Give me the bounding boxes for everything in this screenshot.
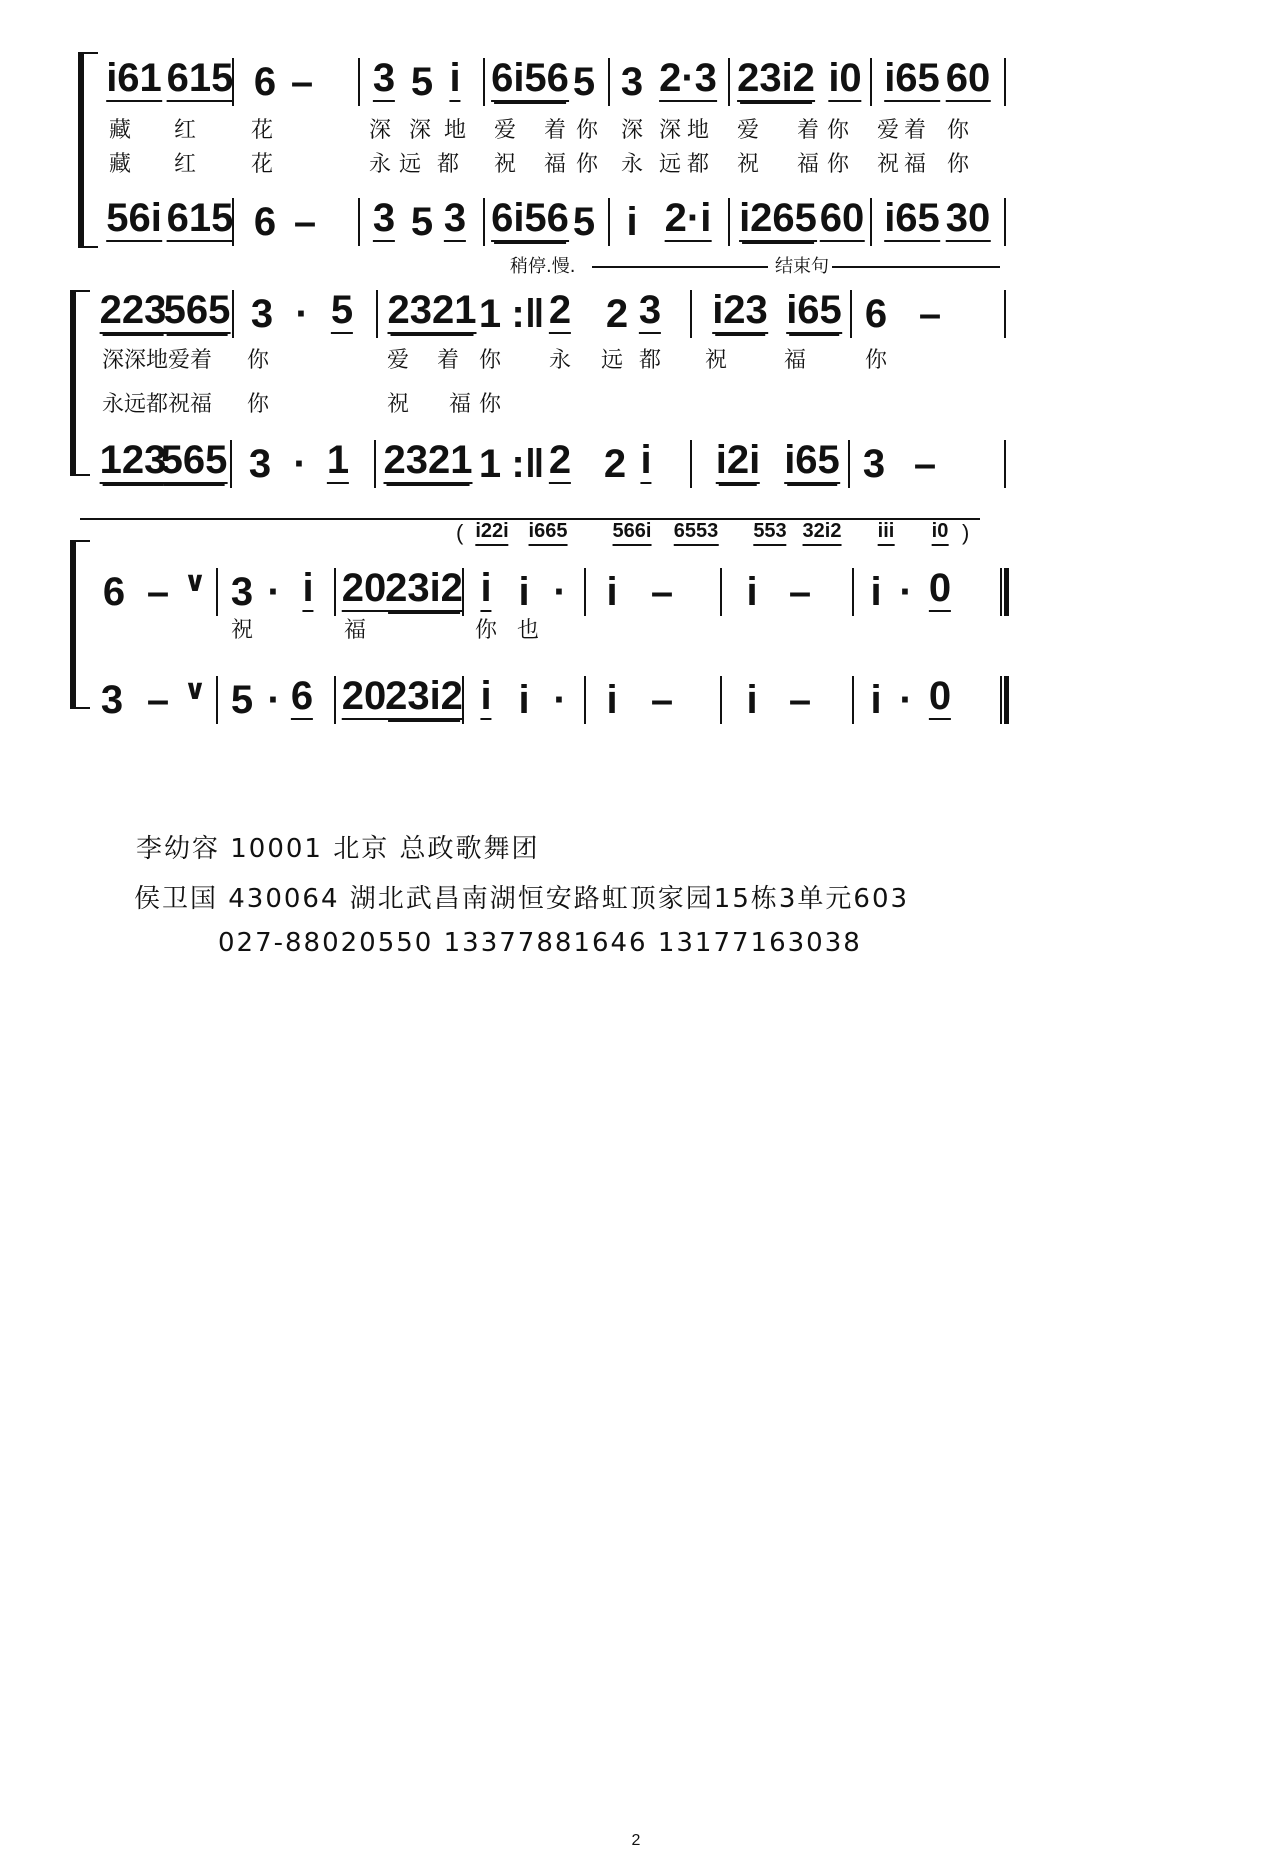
lyric: 祝 (736, 152, 760, 177)
lyric: 爱 (876, 118, 900, 143)
lyric: 你 (864, 348, 888, 373)
lyric: 永远都祝福 (101, 392, 213, 417)
lyric: 深 (368, 118, 392, 143)
lyric: 藏 (108, 118, 132, 143)
lyric: 爱 (493, 118, 517, 143)
breath-mark: ∨ (183, 674, 207, 705)
s3-lyrics (0, 612, 1272, 648)
barline (690, 440, 692, 488)
note: 565 (160, 438, 228, 482)
barline (230, 440, 232, 488)
lyric: 都 (638, 348, 662, 373)
lyric: 地 (686, 118, 710, 143)
note: – (788, 570, 812, 614)
lyric: 红 (173, 152, 197, 177)
phone-numbers: 027-88020550 13377881646 13177163038 (218, 928, 862, 958)
note: i (518, 570, 530, 614)
note: 3 (638, 288, 662, 332)
note: 1 (478, 442, 502, 486)
s3-upper-staff (0, 540, 1272, 620)
note: 30 (945, 196, 991, 240)
barline (870, 198, 872, 246)
barline (852, 568, 854, 616)
lyric: 都 (436, 152, 460, 177)
lyric: 福 (448, 392, 472, 417)
repeat-sign: :‖ (511, 292, 545, 336)
note: 23i2 (737, 56, 815, 100)
intro-note: iii (878, 520, 895, 546)
lyric: 红 (173, 118, 197, 143)
barline (216, 568, 218, 616)
note: i (480, 566, 492, 610)
s2-upper-staff (0, 262, 1272, 342)
barline (334, 676, 336, 724)
lyric: 远 (658, 152, 682, 177)
note: 3 (250, 292, 274, 336)
note: i65 (786, 288, 842, 332)
barline (852, 676, 854, 724)
note: i (518, 678, 530, 722)
barline (608, 58, 610, 106)
note: i265 (739, 196, 817, 240)
note: · (267, 678, 281, 722)
barline (483, 58, 485, 106)
note: 2·3 (659, 56, 717, 100)
note: i (449, 56, 461, 100)
lyric: 爱 (386, 348, 410, 373)
note: – (293, 200, 317, 244)
note: 6 (864, 292, 888, 336)
note: i23 (712, 288, 768, 332)
note: 2 (603, 442, 627, 486)
note: i0 (828, 56, 862, 100)
s2-lower-staff (0, 412, 1272, 492)
note: 2 (548, 288, 572, 332)
note: 3 (372, 56, 396, 100)
note: · (899, 570, 913, 614)
note: i65 (784, 438, 840, 482)
intro-note: 32i2 (803, 520, 842, 546)
note: 5 (230, 678, 254, 722)
note: 2321 (387, 288, 477, 332)
note: 2321 (383, 438, 473, 482)
barline (232, 290, 234, 338)
note: 6 (102, 570, 126, 614)
final-barline (1004, 676, 1009, 724)
ending-annotation: 结束句 (775, 256, 829, 277)
note: 2 (605, 292, 629, 336)
barline (334, 568, 336, 616)
note: i (626, 200, 638, 244)
note: 615 (166, 196, 234, 240)
barline (1004, 198, 1006, 246)
repeat-sign: :‖ (511, 442, 545, 486)
barline (870, 58, 872, 106)
s1-upper-staff (0, 30, 1272, 110)
note: 5 (330, 288, 354, 332)
note: 1 (326, 438, 350, 482)
note: 3 (248, 442, 272, 486)
note: 6i56 (491, 196, 569, 240)
note: 615 (166, 56, 234, 100)
note: 5 (410, 200, 434, 244)
lyric: 祝 (493, 152, 517, 177)
note: 23i2 (385, 674, 463, 718)
barline (374, 440, 376, 488)
barline (358, 58, 360, 106)
lyric: 福 (903, 152, 927, 177)
lyric: 深 (658, 118, 682, 143)
barline (232, 198, 234, 246)
note: · (553, 678, 567, 722)
barline (728, 58, 730, 106)
note: – (788, 678, 812, 722)
barline (358, 198, 360, 246)
lyric: 你 (946, 118, 970, 143)
lyric: 远 (398, 152, 422, 177)
final-barline (1004, 568, 1009, 616)
note: – (146, 678, 170, 722)
lyric: 你 (478, 392, 502, 417)
lyric: 你 (474, 618, 498, 643)
lyric: 着 (796, 118, 820, 143)
barline (1000, 568, 1002, 616)
s3-lower-staff (0, 648, 1272, 728)
note: 5 (572, 60, 596, 104)
note: · (899, 678, 913, 722)
note: – (650, 678, 674, 722)
lyric: 福 (796, 152, 820, 177)
intro-note: i22i (475, 520, 508, 546)
note: 60 (945, 56, 991, 100)
barline (608, 198, 610, 246)
lyric: 永 (368, 152, 392, 177)
barline (376, 290, 378, 338)
note: i65 (884, 56, 940, 100)
lyric: 祝 (230, 618, 254, 643)
lyric: 你 (575, 152, 599, 177)
note: i61 (106, 56, 162, 100)
lyric: 你 (246, 392, 270, 417)
note: 2 (548, 438, 572, 482)
note: 60 (819, 196, 865, 240)
lyric: 你 (826, 118, 850, 143)
barline (848, 440, 850, 488)
barline (483, 198, 485, 246)
note: 23i2 (385, 566, 463, 610)
barline (690, 290, 692, 338)
lyric: 祝 (704, 348, 728, 373)
note: 223 (99, 288, 167, 332)
note: 565 (163, 288, 231, 332)
note: – (913, 442, 937, 486)
lyric: 你 (246, 348, 270, 373)
lyric: 花 (250, 118, 274, 143)
barline (216, 676, 218, 724)
lyric: 福 (543, 152, 567, 177)
barline (720, 568, 722, 616)
note: · (295, 292, 309, 336)
lyric: 你 (946, 152, 970, 177)
barline (1000, 676, 1002, 724)
note: · (553, 570, 567, 614)
note: 3 (620, 60, 644, 104)
intro-note: 6553 (674, 520, 719, 546)
lyric: 深 (408, 118, 432, 143)
lyric: 祝 (876, 152, 900, 177)
lyric: 福 (343, 618, 367, 643)
lyric: 祝 (386, 392, 410, 417)
lyric: 花 (250, 152, 274, 177)
lyric: 着 (903, 118, 927, 143)
note: i (870, 570, 882, 614)
note: – (290, 60, 314, 104)
note: 2·i (664, 196, 712, 240)
lyric: 都 (686, 152, 710, 177)
note: 3 (372, 196, 396, 240)
intro-note: 566i (613, 520, 652, 546)
lyric: 深 (620, 118, 644, 143)
s2-lyrics-verse-1 (0, 342, 1272, 378)
note: i2i (715, 438, 761, 482)
note: 5 (410, 60, 434, 104)
note: 5 (572, 200, 596, 244)
lyric: 深深地爱着 (101, 348, 213, 373)
lyric: 你 (826, 152, 850, 177)
note: i (746, 678, 758, 722)
note: i65 (884, 196, 940, 240)
note: – (918, 292, 942, 336)
note: 3 (443, 196, 467, 240)
note: i (746, 570, 758, 614)
note: 20 (341, 566, 387, 610)
intro-open-paren: ( (456, 520, 464, 545)
lyricist-credit: 李幼容 10001 北京 总政歌舞团 (136, 834, 540, 864)
barline (232, 58, 234, 106)
lyric: 着 (436, 348, 460, 373)
tempo-annotation: 稍停.慢. (510, 256, 576, 277)
lyric: 远 (600, 348, 624, 373)
note: 56i (106, 196, 162, 240)
barline (728, 198, 730, 246)
barline (720, 676, 722, 724)
lyric: 永 (620, 152, 644, 177)
intro-note: i0 (932, 520, 949, 546)
note: – (146, 570, 170, 614)
lyric: 地 (443, 118, 467, 143)
barline (1004, 440, 1006, 488)
note: 6 (290, 674, 314, 718)
lyric: 藏 (108, 152, 132, 177)
note: i (606, 570, 618, 614)
lyric: 你 (575, 118, 599, 143)
intro-note: i665 (529, 520, 568, 546)
barline (462, 568, 464, 616)
composer-address: 侯卫国 430064 湖北武昌南湖恒安路虹顶家园15栋3单元603 (134, 884, 910, 914)
note: i (870, 678, 882, 722)
note: 6 (253, 60, 277, 104)
note: 0 (928, 566, 952, 610)
note: 3 (230, 570, 254, 614)
lyric: 福 (783, 348, 807, 373)
s1-lyrics-verse-1 (0, 112, 1272, 148)
note: 3 (862, 442, 886, 486)
barline (584, 676, 586, 724)
page-number: 2 (631, 1832, 641, 1849)
lyric: 爱 (736, 118, 760, 143)
note: · (293, 442, 307, 486)
note: 3 (100, 678, 124, 722)
breath-mark: ∨ (183, 566, 207, 597)
lyric: 也 (516, 618, 540, 643)
barline (850, 290, 852, 338)
lyric: 着 (543, 118, 567, 143)
note: 6i56 (491, 56, 569, 100)
note: 20 (341, 674, 387, 718)
note: – (650, 570, 674, 614)
barline (584, 568, 586, 616)
note: i (480, 674, 492, 718)
note: 6 (253, 200, 277, 244)
lyric: 你 (478, 348, 502, 373)
note: i (640, 438, 652, 482)
note: 1 (478, 292, 502, 336)
note: i (302, 566, 314, 610)
intro-note: 553 (753, 520, 786, 546)
lyric: 永 (548, 348, 572, 373)
barline (1004, 58, 1006, 106)
note: · (267, 570, 281, 614)
barline (1004, 290, 1006, 338)
barline (462, 676, 464, 724)
note: 0 (928, 674, 952, 718)
s1-lower-staff (0, 170, 1272, 250)
intro-close-paren: ) (962, 520, 970, 545)
note: i (606, 678, 618, 722)
note: 123 (99, 438, 167, 482)
